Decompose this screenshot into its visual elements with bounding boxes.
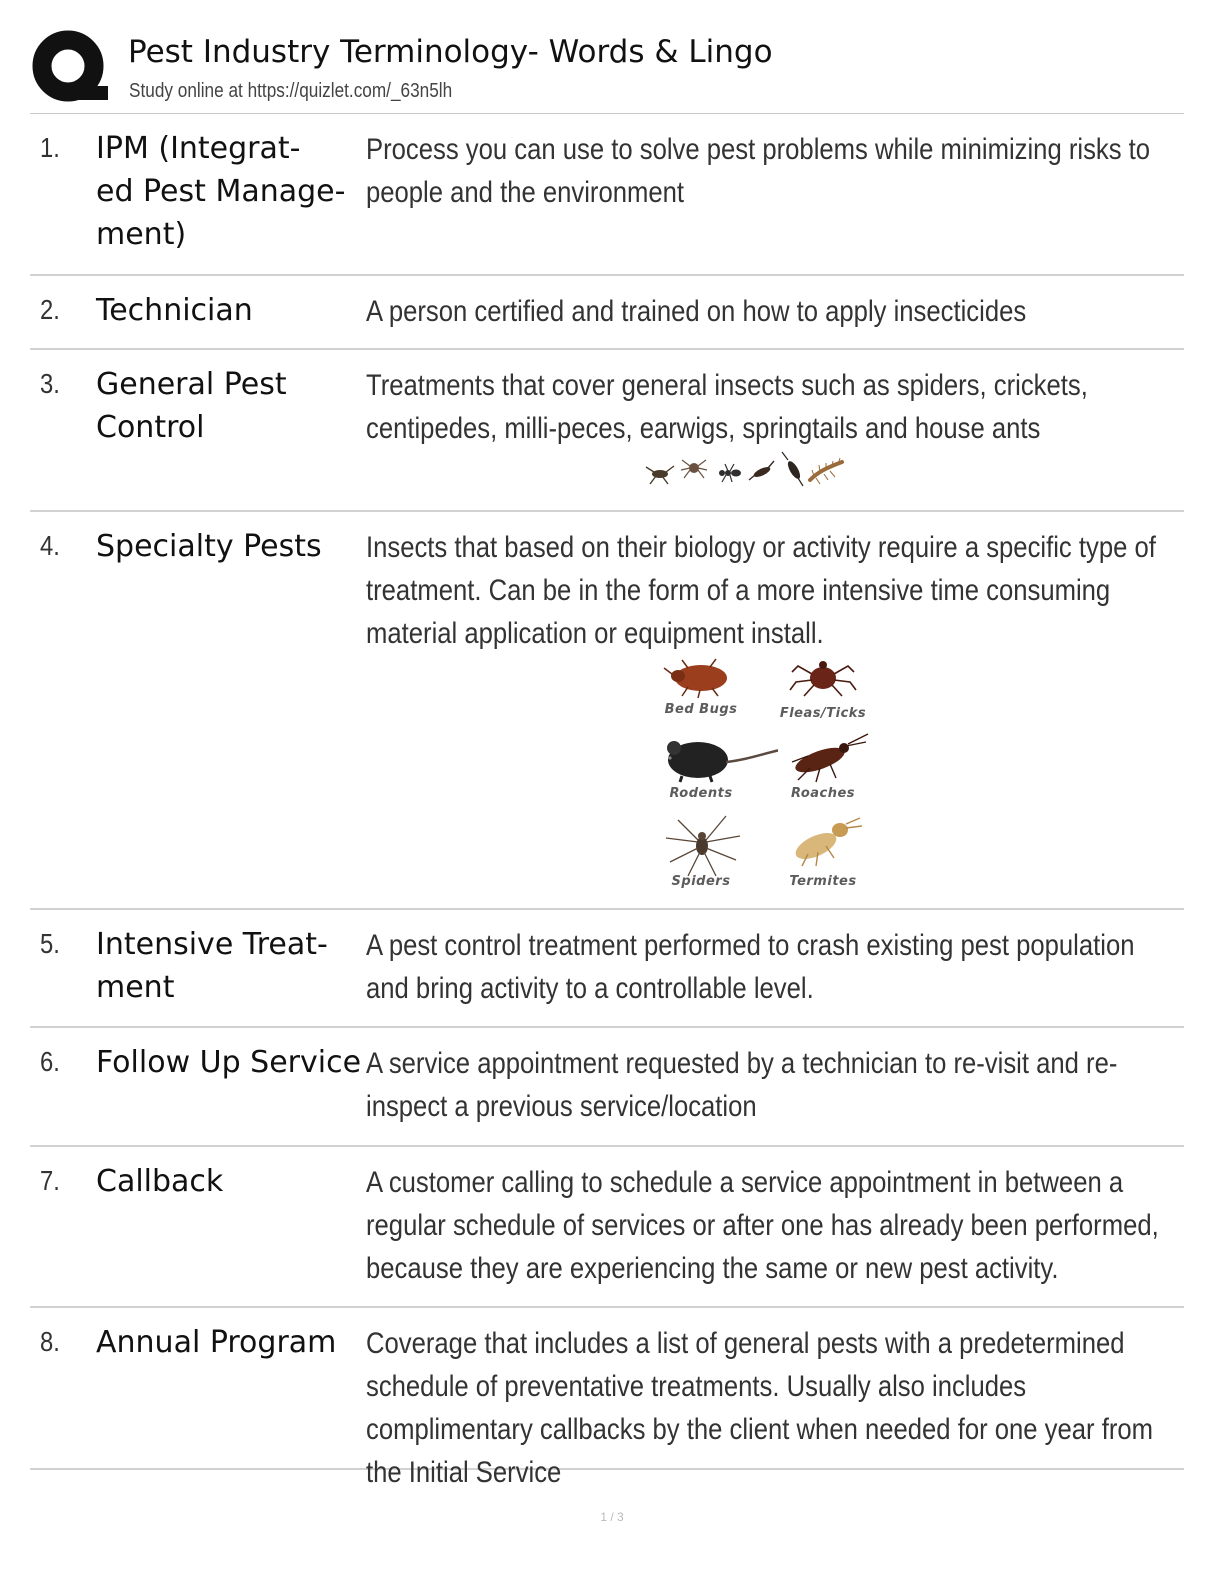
term-definition: Process you can use to solve pest problems while minimizing risks to people and the environment <box>366 133 1151 209</box>
term-word: Annual Program <box>96 1325 337 1360</box>
page-header <box>30 28 1190 114</box>
term-definition: Coverage that includes a list of general pests with a predetermined schedule of preventative treatments. Usually also includes complimentary callbacks by the client when needed for one year from the Initial Service <box>366 1327 1154 1489</box>
term-definition: A pest control treatment performed to crash existing pest population and bring activity to a controllable level. <box>366 929 1135 1005</box>
spider-icon <box>658 812 748 878</box>
ant-icon <box>719 464 741 482</box>
term-word: Callback <box>96 1164 224 1199</box>
term-row <box>30 350 1184 512</box>
pest-label: Bed Bugs <box>664 702 738 717</box>
term-number: 5. <box>40 928 60 959</box>
term-number: 1. <box>40 132 60 163</box>
pest-item <box>768 654 878 734</box>
term-row <box>30 512 1184 910</box>
general-pests-illustration <box>628 448 858 490</box>
earwig-icon <box>749 461 774 480</box>
term-row <box>30 1147 1184 1308</box>
term-row <box>30 276 1184 350</box>
pest-label: Fleas/Ticks <box>779 706 867 721</box>
term-row <box>30 910 1184 1028</box>
pest-label: Termites <box>789 874 857 889</box>
pest-item <box>646 812 756 892</box>
tick-icon <box>780 654 866 704</box>
term-definition: Insects that based on their biology or activity require a specific type of treatment. Can be in the form of a more intensive time consuming material application or equipment install. <box>366 531 1156 650</box>
term-row <box>30 114 1184 276</box>
study-url: Study online at https://quizlet.com/_63n5lh <box>129 80 453 102</box>
cricket-icon <box>646 466 674 484</box>
term-word: IPM (Integrat- ed Pest Manage- ment) <box>96 131 346 252</box>
terms-list <box>30 114 1184 1489</box>
page-title: Pest Industry Terminology- Words & Lingo <box>128 34 773 70</box>
term-word: Specialty Pests <box>96 529 322 564</box>
pest-item <box>768 732 878 812</box>
term-word: Follow Up Service <box>96 1045 362 1080</box>
pest-label: Spiders <box>671 874 731 889</box>
term-row <box>30 1028 1184 1147</box>
term-number: 7. <box>40 1165 60 1196</box>
bed-bug-icon <box>658 654 744 700</box>
pest-item <box>646 654 756 734</box>
page-number: 1 / 3 <box>600 1510 624 1524</box>
term-number: 8. <box>40 1326 60 1357</box>
term-number: 2. <box>40 294 60 325</box>
term-word: General Pest Control <box>96 367 287 445</box>
specialty-pests-illustration <box>630 652 870 892</box>
term-definition: A person certified and trained on how to apply insecticides <box>366 295 1027 328</box>
term-number: 6. <box>40 1046 60 1077</box>
term-number: 4. <box>40 530 60 561</box>
centipede-icon <box>810 458 842 484</box>
pest-item <box>768 812 878 892</box>
pest-label: Roaches <box>790 786 856 801</box>
pest-item <box>646 732 756 812</box>
term-definition: A service appointment requested by a technician to re-visit and re-inspect a previous service/location <box>366 1047 1118 1123</box>
term-definition: A customer calling to schedule a service appointment in between a regular schedule of services or after one has already been performed, because they are experiencing the same or new pest activity. <box>366 1166 1159 1285</box>
termite-icon <box>780 812 870 872</box>
spider-icon <box>681 460 707 478</box>
springtail-icon <box>782 452 803 486</box>
term-word: Intensive Treat- ment <box>96 927 328 1005</box>
pest-label: Rodents <box>669 786 733 801</box>
quizlet-q-logo-icon <box>32 30 110 108</box>
roach-icon <box>780 732 870 784</box>
term-row <box>30 1308 1184 1489</box>
term-number: 3. <box>40 368 60 399</box>
term-definition: Treatments that cover general insects such as spiders, crickets, centipedes, milli-peces, earwigs, springtails and house ants <box>366 369 1088 445</box>
term-word: Technician <box>96 293 253 328</box>
rodent-icon <box>658 732 778 784</box>
